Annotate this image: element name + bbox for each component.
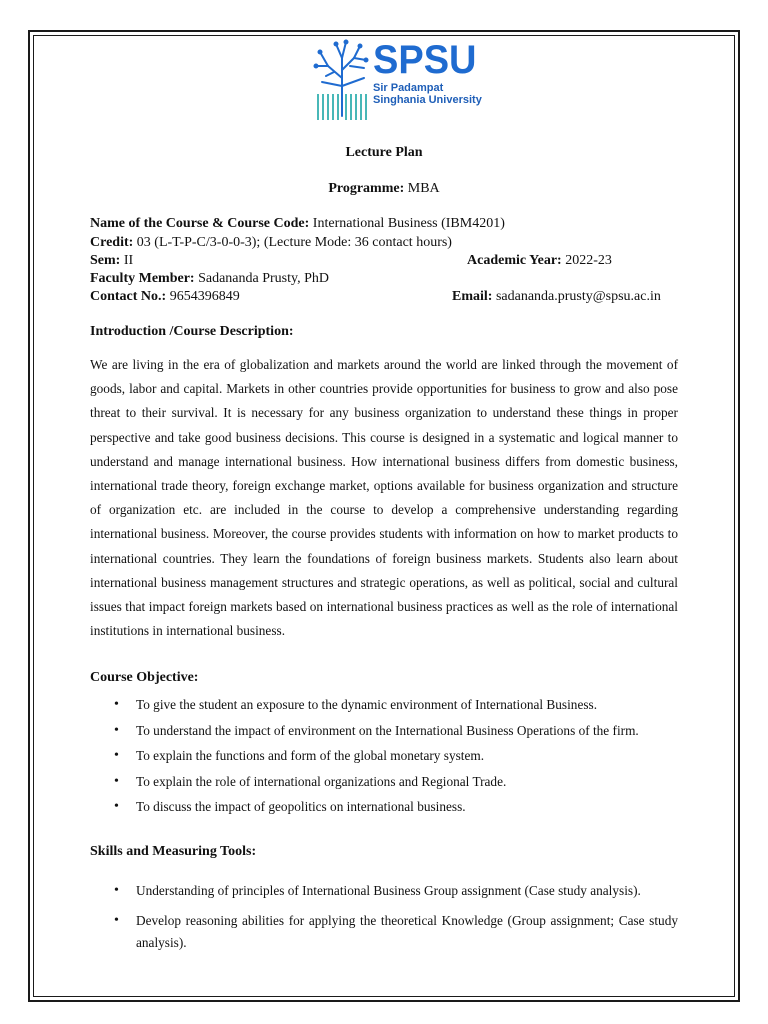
page-title [0, 144, 768, 162]
objective-list [90, 695, 678, 823]
objective-item: • To explain the role of international organizations and Regional Trade. [90, 772, 678, 798]
academic-year-line [467, 252, 612, 270]
programme-value: MBA [407, 181, 440, 196]
skills-list [90, 880, 678, 962]
credit-value: 03 (L-T-P-C/3-0-0-3); (Lecture Mode: 36 contact hours) [136, 235, 452, 250]
email-value[interactable]: sadananda.prusty@spsu.ac.in [495, 289, 661, 304]
faculty-line [90, 270, 329, 288]
introduction-heading-text: Introduction /Course Description: [90, 324, 294, 339]
course-value: International Business (IBM4201) [312, 216, 505, 231]
email-label: Email: [452, 289, 493, 304]
contact-line [90, 288, 240, 306]
skills-heading [90, 843, 256, 861]
sem-value: II [123, 253, 134, 268]
programme-line [0, 180, 768, 198]
objective-item: • To discuss the impact of geopolitics on international business. [90, 797, 678, 823]
objective-item: • To understand the impact of environment on the International Business Operations of the firm. [90, 721, 678, 747]
introduction-heading [90, 323, 294, 341]
skills-item: • Develop reasoning abilities for applying the theoretical Knowledge (Group assignment; Case study analysis). [90, 910, 678, 955]
contact-label: Contact No.: [90, 289, 167, 304]
logo-text [373, 38, 482, 106]
skills-item: • Understanding of principles of International Business Group assignment (Case study analysis). [90, 880, 678, 903]
logo-abbr: SPSU [373, 38, 477, 82]
logo-name-line2: Singhania University [373, 94, 482, 106]
credit-line [90, 234, 452, 252]
sem-label: Sem: [90, 253, 121, 268]
academic-year-value: 2022-23 [565, 253, 612, 268]
objective-item: • To give the student an exposure to the dynamic environment of International Business. [90, 695, 678, 721]
skills-heading-text: Skills and Measuring Tools: [90, 844, 257, 859]
faculty-label: Faculty Member: [90, 271, 195, 286]
sem-line [90, 252, 133, 270]
programme-label: Programme: [328, 181, 405, 196]
introduction-body: We are living in the era of globalization and markets around the world are linked through the movement of goods, labor and capital. Markets in other countries provide opportunities for business to grow and also pose threat to their survival. It is necessary for any business organization to understand these things in proper perspective and take good business decisions. This course is designed in a systematic and logical manner to understand and manage international business. How international business differs from domestic business, international trade theory, foreign exchange market, options available for business organization and structure of organization etc. are included in the course to develop a comprehensive understanding regarding international business. Moreover, the course provides students with information on how to market products to international countries. They learn the foundations of foreign business markets. Students also learn about international business management structures and strategic operations, as well as political, social and cultural issues that impact foreign markets based on international business practices as well as the role of international institutions in international business. [90, 357, 678, 639]
objective-heading [90, 669, 198, 687]
contact-value: 9654396849 [169, 289, 240, 304]
objective-item: • To explain the functions and form of the global monetary system. [90, 746, 678, 772]
page-title-text: Lecture Plan [345, 145, 423, 160]
objective-heading-text: Course Objective: [90, 670, 199, 685]
logo-name-line1: Sir Padampat [373, 82, 444, 94]
academic-year-label: Academic Year: [467, 253, 562, 268]
course-line [90, 215, 505, 233]
faculty-value: Sadananda Prusty, PhD [198, 271, 329, 286]
course-label: Name of the Course & Course Code: [90, 216, 310, 231]
credit-label: Credit: [90, 235, 134, 250]
email-line [452, 288, 661, 306]
